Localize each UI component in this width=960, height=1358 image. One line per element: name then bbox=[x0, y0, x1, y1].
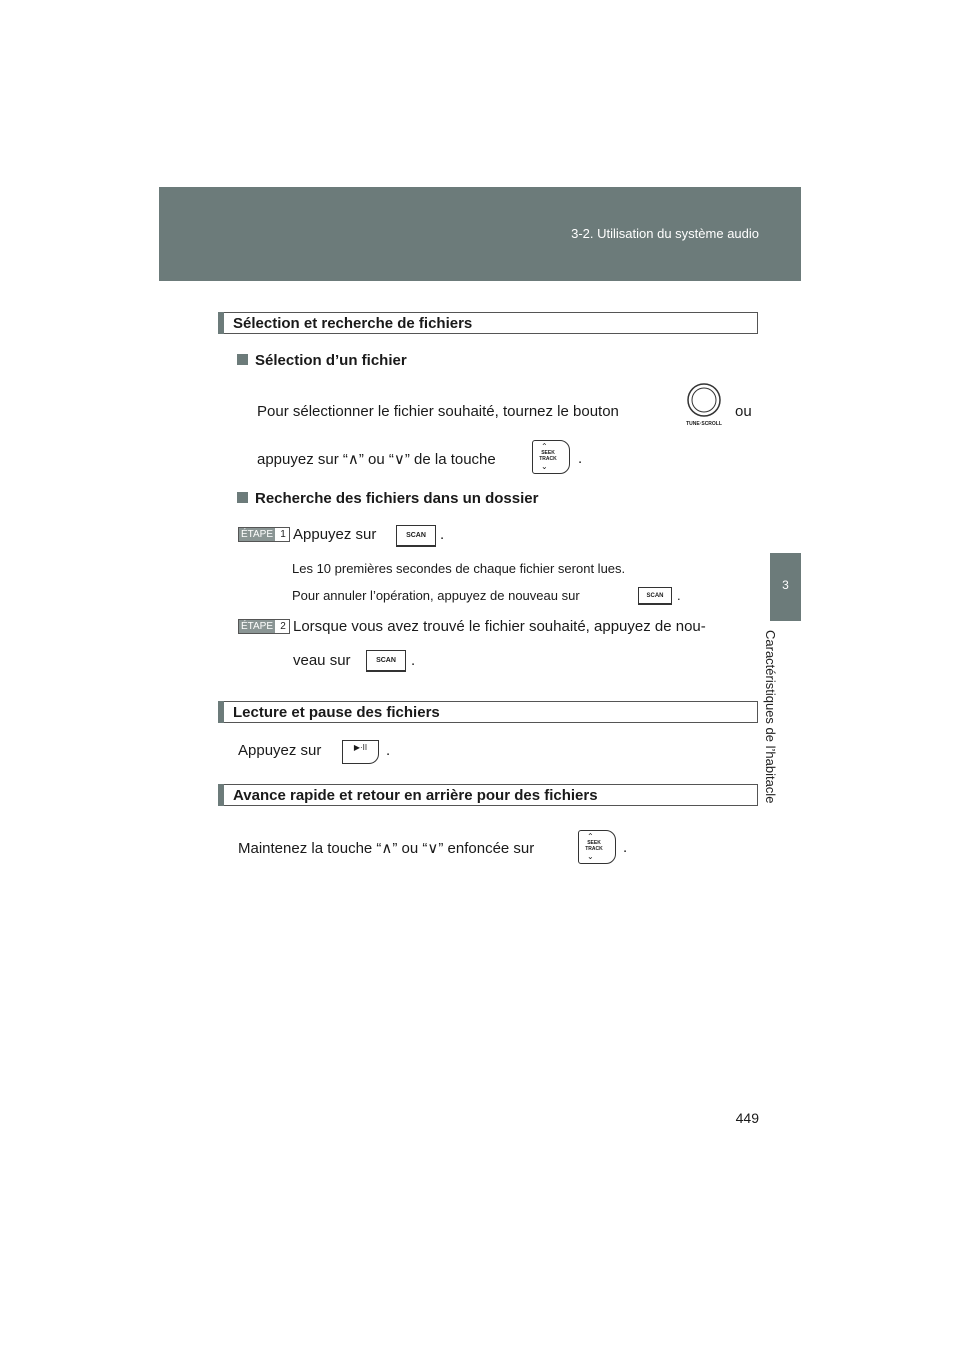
chapter-title: Caractéristiques de l’habitacle bbox=[763, 630, 778, 804]
note-cancel: Pour annuler l’opération, appuyez de nouveau sur bbox=[292, 588, 580, 603]
section-heading-selection bbox=[218, 312, 758, 334]
section-heading-play-pause bbox=[218, 701, 758, 723]
select-instruction-or: ou bbox=[735, 403, 752, 420]
header-section-title: 3-2. Utilisation du système audio bbox=[571, 226, 759, 241]
chapter-number: 3 bbox=[782, 578, 789, 592]
play-pause-instruction: Appuyez sur bbox=[238, 742, 322, 759]
subheading-folder-search: Recherche des fichiers dans un dossier bbox=[237, 490, 538, 507]
tune-scroll-knob-icon: TUNE·SCROLL bbox=[686, 383, 722, 429]
scan-button-icon: SCAN bbox=[366, 650, 406, 672]
seek-track-button-icon: ⌃ SEEK TRACK ⌄ bbox=[578, 830, 616, 864]
scan-button-icon: SCAN bbox=[396, 525, 436, 547]
select-instruction-line1: Pour sélectionner le fichier souhaité, tournez le bouton bbox=[257, 403, 619, 420]
note-cancel-period: . bbox=[677, 588, 681, 603]
section-heading-text: Lecture et pause des fichiers bbox=[233, 704, 440, 721]
play-pause-period: . bbox=[386, 742, 391, 759]
square-bullet-icon bbox=[237, 354, 248, 365]
section-heading-fast-forward bbox=[218, 784, 758, 806]
step-2-badge: ÉTAPE 2 bbox=[238, 619, 290, 634]
step-1-period: . bbox=[440, 526, 445, 543]
step-2-text-line1: Lorsque vous avez trouvé le fichier souhaité, appuyez de nou- bbox=[293, 618, 706, 635]
step-2-text-line2: veau sur bbox=[293, 652, 351, 669]
chapter-tab bbox=[770, 553, 801, 621]
play-pause-button-icon: ▶·II bbox=[342, 740, 379, 764]
note-first-seconds: Les 10 premières secondes de chaque fichier seront lues. bbox=[292, 561, 626, 576]
section-heading-text: Sélection et recherche de fichiers bbox=[233, 315, 473, 332]
section-heading-text: Avance rapide et retour en arrière pour des fichiers bbox=[233, 787, 598, 804]
step-1-text: Appuyez sur bbox=[293, 526, 377, 543]
select-instruction-line2: appuyez sur “∧” ou “∨” de la touche bbox=[257, 451, 496, 468]
fast-forward-period: . bbox=[623, 839, 628, 856]
seek-track-button-icon: ⌃ SEEK TRACK ⌄ bbox=[532, 440, 570, 474]
scan-button-small-icon: SCAN bbox=[638, 587, 672, 605]
header-band bbox=[159, 187, 801, 281]
subheading-select-file: Sélection d’un fichier bbox=[237, 352, 407, 369]
fast-forward-instruction: Maintenez la touche “∧” ou “∨” enfoncée sur bbox=[238, 840, 535, 857]
step-1-badge: ÉTAPE 1 bbox=[238, 527, 290, 542]
square-bullet-icon bbox=[237, 492, 248, 503]
step-2-period: . bbox=[411, 652, 416, 669]
select-instruction-period: . bbox=[578, 450, 583, 467]
page-number: 449 bbox=[735, 1110, 759, 1126]
